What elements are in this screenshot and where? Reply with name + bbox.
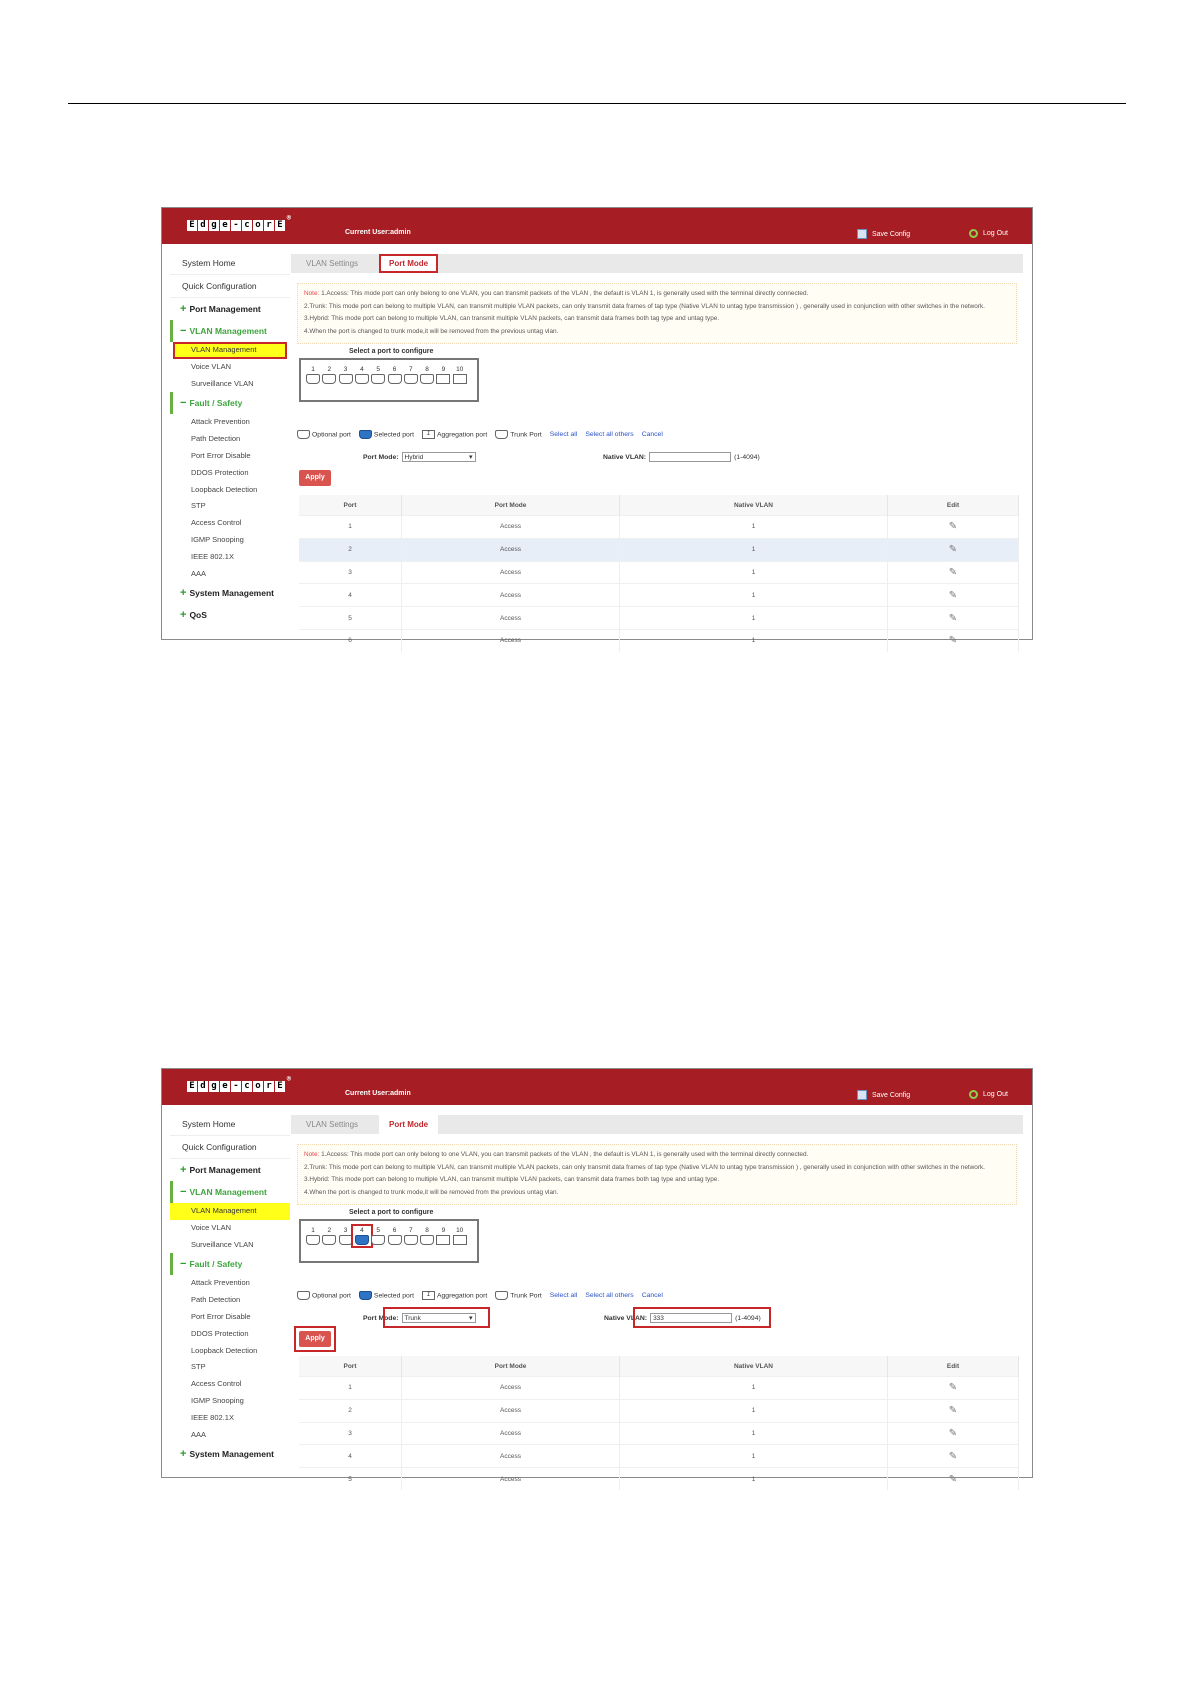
logout-button[interactable]: Log Out xyxy=(969,229,1008,238)
sidebar-fault-item[interactable]: STP xyxy=(191,1362,206,1372)
sidebar-fault-item[interactable]: STP xyxy=(191,501,206,511)
cell-vlan: 1 xyxy=(620,538,888,561)
apply-button[interactable]: Apply xyxy=(299,1331,331,1347)
sidebar-fault-item[interactable]: AAA xyxy=(191,1429,207,1439)
port-1[interactable] xyxy=(305,366,321,384)
edit-icon[interactable]: ✎ xyxy=(948,544,958,556)
tab-bar xyxy=(291,1115,1023,1134)
port-5[interactable] xyxy=(370,1227,386,1245)
native-vlan-input[interactable] xyxy=(649,452,731,462)
highlight-apply xyxy=(294,1326,336,1352)
port-number: 5 xyxy=(376,1226,380,1234)
port-legend: Optional port Selected port 1 Aggregation port Trunk Port Select all Select all others Cancel xyxy=(297,1291,663,1300)
col-native-vlan: Native VLAN xyxy=(620,1356,888,1377)
port-jack-icon xyxy=(420,374,434,384)
fault-list xyxy=(170,1275,290,1443)
sidebar-fault-item[interactable]: Path Detection xyxy=(191,434,241,444)
sidebar-fault-item[interactable]: Access Control xyxy=(191,518,242,528)
sidebar-fault-item[interactable]: IGMP Snooping xyxy=(191,534,244,544)
cell-mode: Access xyxy=(402,1377,620,1400)
cell-edit xyxy=(888,516,1019,539)
sidebar-item-vlan-management[interactable]: VLAN Management xyxy=(173,342,287,359)
logo-letter: r xyxy=(264,220,274,231)
sidebar xyxy=(170,1113,290,1465)
edit-icon[interactable]: ✎ xyxy=(948,589,958,601)
select-all-link[interactable]: Select all xyxy=(549,1292,578,1299)
port-3[interactable] xyxy=(338,366,354,384)
sidebar-quick-config[interactable]: Quick Configuration xyxy=(170,1136,290,1159)
port-jack-icon xyxy=(436,1235,450,1245)
logo-letter: g xyxy=(209,220,219,231)
sidebar-fault-item[interactable]: Attack Prevention xyxy=(191,1278,250,1288)
table-row xyxy=(299,629,1019,651)
minus-icon: − xyxy=(180,1258,187,1271)
port-1[interactable] xyxy=(305,1227,321,1245)
col-port: Port xyxy=(299,495,402,516)
edit-icon[interactable]: ✎ xyxy=(948,612,958,624)
col-edit: Edit xyxy=(888,495,1019,516)
logo-letter: e xyxy=(220,1081,230,1092)
table-row xyxy=(299,1377,1019,1400)
table-row xyxy=(299,1399,1019,1422)
port-jack-icon xyxy=(388,374,402,384)
edgecore-logo xyxy=(187,214,291,231)
highlight-port-mode xyxy=(383,1307,490,1328)
minus-icon: − xyxy=(180,325,187,337)
sidebar-fault-item[interactable]: Loopback Detection xyxy=(191,1345,258,1355)
table-row xyxy=(299,561,1019,584)
cancel-link[interactable]: Cancel xyxy=(641,1292,663,1299)
port-7[interactable] xyxy=(403,366,419,384)
port-legend: Optional port Selected port 1 Aggregation port Trunk Port Select all Select all others Cancel xyxy=(297,430,663,439)
save-icon xyxy=(857,1090,867,1100)
cell-mode: Access xyxy=(402,538,620,561)
plus-icon: + xyxy=(180,1448,187,1461)
cell-port: 3 xyxy=(299,1422,402,1445)
port-number: 7 xyxy=(408,365,413,373)
cell-mode: Access xyxy=(402,607,620,630)
cell-mode: Access xyxy=(402,1445,620,1468)
logo-letter: d xyxy=(198,220,208,231)
logo-letter: e xyxy=(220,220,230,231)
cell-mode: Access xyxy=(402,1399,620,1422)
logo-letter: E xyxy=(275,220,285,231)
fault-list xyxy=(170,414,290,582)
sidebar-system-management[interactable]: + System Management xyxy=(180,587,274,600)
current-user: Current User:admin xyxy=(345,229,411,236)
col-edit: Edit xyxy=(888,1356,1019,1377)
cell-mode: Access xyxy=(402,1422,620,1445)
port-number: 10 xyxy=(456,1226,464,1234)
sidebar-fault-item[interactable]: Attack Prevention xyxy=(191,417,250,427)
port-5[interactable] xyxy=(370,366,386,384)
sidebar-qos[interactable]: + QoS xyxy=(180,609,207,622)
tab-port-mode[interactable]: Port Mode xyxy=(379,1115,438,1134)
port-jack-icon xyxy=(436,374,450,384)
cell-vlan: 1 xyxy=(620,516,888,539)
logo-letter: E xyxy=(187,1081,197,1092)
power-icon xyxy=(969,229,978,238)
table-row xyxy=(299,1445,1019,1468)
port-6[interactable] xyxy=(387,366,403,384)
port-2[interactable] xyxy=(321,1227,337,1245)
cell-port: 4 xyxy=(299,1445,402,1468)
logo-letter: r xyxy=(264,1081,274,1092)
sidebar-system-home[interactable]: System Home xyxy=(170,252,290,275)
edit-icon[interactable]: ✎ xyxy=(948,635,958,647)
port-7[interactable] xyxy=(403,1227,419,1245)
port-mode-select[interactable]: Trunk ▾ xyxy=(402,1313,476,1323)
table-row xyxy=(299,516,1019,539)
col-port: Port xyxy=(299,1356,402,1377)
cell-edit xyxy=(888,1468,1019,1490)
cell-edit xyxy=(888,1399,1019,1422)
port-jack-icon xyxy=(371,1235,385,1245)
port-number: 2 xyxy=(327,365,332,373)
select-port-title: Select a port to configure xyxy=(349,347,434,355)
cancel-link[interactable]: Cancel xyxy=(641,431,663,438)
cell-port: 5 xyxy=(299,1468,402,1490)
port-jack-icon xyxy=(339,374,353,384)
logo-letter: o xyxy=(253,220,263,231)
port-number: 8 xyxy=(425,1226,429,1234)
cell-edit xyxy=(888,584,1019,607)
port-9[interactable] xyxy=(435,366,451,384)
tab-bar xyxy=(291,254,1023,273)
port-3[interactable] xyxy=(338,1227,354,1245)
logo-letter: o xyxy=(253,1081,263,1092)
cell-port: 6 xyxy=(299,629,402,651)
cell-mode: Access xyxy=(402,1468,620,1490)
trunk-port-icon xyxy=(495,1291,508,1300)
sidebar-fault-item[interactable]: AAA xyxy=(191,568,207,578)
plus-icon: + xyxy=(180,1164,187,1176)
main-panel xyxy=(291,1115,1023,1485)
port-6[interactable] xyxy=(387,1227,403,1245)
port-number: 6 xyxy=(392,1226,397,1234)
sidebar-system-management[interactable]: + System Management xyxy=(180,1448,274,1461)
cell-edit xyxy=(888,561,1019,584)
port-jack-icon xyxy=(404,1235,418,1245)
cell-port: 4 xyxy=(299,584,402,607)
port-jack-icon xyxy=(306,374,320,384)
top-bar xyxy=(162,1069,1032,1105)
logo-letter: c xyxy=(242,220,252,231)
port-panel xyxy=(299,358,479,402)
port-jack-icon xyxy=(322,1235,336,1245)
edit-icon[interactable]: ✎ xyxy=(948,1382,958,1394)
cell-mode: Access xyxy=(402,516,620,539)
port-panel xyxy=(299,1219,479,1263)
edit-icon[interactable]: ✎ xyxy=(948,1427,958,1439)
port-10[interactable] xyxy=(452,1227,468,1245)
sidebar-item-vlan-management[interactable]: VLAN Management xyxy=(170,1203,290,1220)
selected-port-icon xyxy=(359,1291,372,1300)
minus-icon: − xyxy=(180,397,187,410)
registered-mark: ® xyxy=(286,214,291,222)
port-number: 5 xyxy=(376,365,380,373)
tab-vlan-settings[interactable]: VLAN Settings xyxy=(306,259,359,268)
sidebar-fault-item[interactable]: DDOS Protection xyxy=(191,467,249,477)
optional-port-icon xyxy=(297,430,310,439)
selected-port-icon xyxy=(359,430,372,439)
sidebar-fault-item[interactable]: DDOS Protection xyxy=(191,1328,249,1338)
port-jack-icon xyxy=(453,1235,467,1245)
port-jack-icon xyxy=(306,1235,320,1245)
cell-vlan: 1 xyxy=(620,607,888,630)
port-number: 1 xyxy=(311,1226,315,1234)
col-native-vlan: Native VLAN xyxy=(620,495,888,516)
logo-letter: d xyxy=(198,1081,208,1092)
sidebar-fault-safety[interactable]: − Fault / Safety xyxy=(170,392,290,414)
logo-letter: - xyxy=(231,220,241,231)
cell-port: 5 xyxy=(299,607,402,630)
cell-edit xyxy=(888,629,1019,651)
port-number: 8 xyxy=(425,365,429,373)
cell-edit xyxy=(888,1377,1019,1400)
cell-mode: Access xyxy=(402,584,620,607)
main-panel xyxy=(291,254,1023,647)
top-bar xyxy=(162,208,1032,244)
note-box: Note: 1.Access: This mode port can only belong to one VLAN, you can transmit packets of the VLAN , the default is VLAN 1, is generally used with the terminal directly connected. 2.Trunk: This mode port can belong to multiple VLAN, can transmit multiple VLAN packets, can only transmit data frames of tap type (Native VLAN to untag type transmission ) , generally used in conjunction with other switches in the network. 3.Hybrid: This mode port can belong to multiple VLAN, can transmit multiple VLAN packets, can transmit data frames both tag type and untag type. 4.When the port is changed to trunk mode,it will be removed from the previous untag vlan. xyxy=(297,283,1017,344)
port-number: 2 xyxy=(327,1226,332,1234)
col-port-mode: Port Mode xyxy=(402,1356,620,1377)
save-icon xyxy=(857,229,867,239)
cell-vlan: 1 xyxy=(620,561,888,584)
port-4[interactable] xyxy=(354,366,370,384)
port-jack-icon xyxy=(355,374,369,384)
sidebar-vlan-management[interactable]: − VLAN Management xyxy=(170,1181,290,1203)
edit-icon[interactable]: ✎ xyxy=(948,566,958,578)
cell-vlan: 1 xyxy=(620,584,888,607)
port-number: 3 xyxy=(343,365,348,373)
cell-vlan: 1 xyxy=(620,1377,888,1400)
port-jack-icon xyxy=(420,1235,434,1245)
select-port-title: Select a port to configure xyxy=(349,1208,434,1216)
tab-vlan-settings[interactable]: VLAN Settings xyxy=(306,1120,359,1129)
port-number: 4 xyxy=(360,1226,364,1234)
edit-icon[interactable]: ✎ xyxy=(948,1473,958,1485)
port-mode-row: Port Mode: Hybrid ▾ xyxy=(363,452,476,462)
page-header-rule xyxy=(68,103,1126,104)
col-port-mode: Port Mode xyxy=(402,495,620,516)
port-jack-icon xyxy=(453,374,467,384)
logo-letter: c xyxy=(242,1081,252,1092)
table-row xyxy=(299,607,1019,630)
cell-port: 2 xyxy=(299,538,402,561)
table-row xyxy=(299,584,1019,607)
port-table xyxy=(299,1356,1019,1490)
port-jack-icon xyxy=(355,1235,369,1245)
cell-edit xyxy=(888,538,1019,561)
native-vlan-row: Native VLAN: (1-4094) xyxy=(603,453,760,461)
port-9[interactable] xyxy=(435,1227,451,1245)
cell-port: 3 xyxy=(299,561,402,584)
port-jack-icon xyxy=(322,374,336,384)
port-number: 9 xyxy=(441,1226,446,1234)
plus-icon: + xyxy=(180,609,187,622)
sidebar-item-voice-vlan[interactable]: Voice VLAN xyxy=(191,1222,232,1232)
sidebar-quick-config[interactable]: Quick Configuration xyxy=(170,275,290,298)
plus-icon: + xyxy=(180,587,187,600)
port-10[interactable] xyxy=(452,366,468,384)
port-jack-icon xyxy=(404,374,418,384)
table-row xyxy=(299,538,1019,561)
port-jack-icon xyxy=(339,1235,353,1245)
port-4[interactable] xyxy=(354,1227,370,1245)
cell-edit xyxy=(888,607,1019,630)
sidebar-item-voice-vlan[interactable]: Voice VLAN xyxy=(191,361,232,371)
port-number: 3 xyxy=(343,1226,348,1234)
sidebar-fault-item[interactable]: Port Error Disable xyxy=(191,450,251,460)
port-table xyxy=(299,495,1019,652)
port-8[interactable] xyxy=(419,366,435,384)
port-jack-icon xyxy=(388,1235,402,1245)
sidebar-fault-item[interactable]: IEEE 802.1X xyxy=(191,551,234,561)
save-config-button[interactable]: Save Config xyxy=(857,1090,910,1100)
sidebar-fault-item[interactable]: Access Control xyxy=(191,1379,242,1389)
screenshot-port-mode-trunk xyxy=(161,1068,1033,1485)
apply-button[interactable]: Apply xyxy=(299,470,331,486)
cell-mode: Access xyxy=(402,561,620,584)
logo-letter: E xyxy=(187,220,197,231)
sidebar-fault-item[interactable]: IGMP Snooping xyxy=(191,1395,244,1405)
note-box: Note: 1.Access: This mode port can only belong to one VLAN, you can transmit packets of the VLAN , the default is VLAN 1, is generally used with the terminal directly connected. 2.Trunk: This mode port can belong to multiple VLAN, can transmit multiple VLAN packets, can only transmit data frames of tap type (Native VLAN to untag type transmission ) , generally used in conjunction with other switches in the network. 3.Hybrid: This mode port can belong to multiple VLAN, can transmit multiple VLAN packets, can transmit data frames both tag type and untag type. 4.When the port is changed to trunk mode,it will be removed from the previous untag vlan. xyxy=(297,1144,1017,1205)
logo-letter: g xyxy=(209,1081,219,1092)
port-number: 1 xyxy=(311,365,315,373)
edit-icon[interactable]: ✎ xyxy=(948,1450,958,1462)
port-number: 7 xyxy=(408,1226,413,1234)
cell-port: 1 xyxy=(299,1377,402,1400)
sidebar-port-management[interactable]: + Port Management xyxy=(180,303,261,315)
optional-port-icon xyxy=(297,1291,310,1300)
cell-edit xyxy=(888,1445,1019,1468)
sidebar-vlan-management[interactable]: − VLAN Management xyxy=(170,320,290,342)
aggregation-port-icon: 1 xyxy=(422,430,435,439)
port-number: 6 xyxy=(392,365,397,373)
registered-mark: ® xyxy=(286,1075,291,1083)
tab-port-mode[interactable]: Port Mode xyxy=(379,254,438,273)
cell-vlan: 1 xyxy=(620,1399,888,1422)
cell-vlan: 1 xyxy=(620,1422,888,1445)
sidebar-fault-safety[interactable]: − Fault / Safety xyxy=(170,1253,290,1275)
minus-icon: − xyxy=(180,1186,187,1198)
cell-edit xyxy=(888,1422,1019,1445)
logo-letter: E xyxy=(275,1081,285,1092)
port-mode-row: Port Mode: Trunk ▾ xyxy=(363,1313,476,1323)
sidebar-fault-item[interactable]: Port Error Disable xyxy=(191,1311,251,1321)
sidebar-system-home[interactable]: System Home xyxy=(170,1113,290,1136)
edit-icon[interactable]: ✎ xyxy=(948,521,958,533)
select-all-others-link[interactable]: Select all others xyxy=(585,1292,634,1299)
cell-vlan: 1 xyxy=(620,1468,888,1490)
sidebar-item-surveillance-vlan[interactable]: Surveillance VLAN xyxy=(191,1239,254,1249)
sidebar xyxy=(170,252,290,626)
table-row xyxy=(299,1422,1019,1445)
port-mode-select[interactable]: Hybrid ▾ xyxy=(402,452,476,462)
native-vlan-row: Native VLAN: 333 (1-4094) xyxy=(604,1314,761,1322)
table-row xyxy=(299,1468,1019,1490)
logo-letter: - xyxy=(231,1081,241,1092)
port-number: 4 xyxy=(360,365,364,373)
cell-mode: Access xyxy=(402,629,620,651)
save-config-button[interactable]: Save Config xyxy=(857,229,910,239)
select-all-others-link[interactable]: Select all others xyxy=(585,431,634,438)
cell-vlan: 1 xyxy=(620,629,888,651)
trunk-port-icon xyxy=(495,430,508,439)
cell-port: 1 xyxy=(299,516,402,539)
sidebar-fault-item[interactable]: Loopback Detection xyxy=(191,484,258,494)
cell-vlan: 1 xyxy=(620,1445,888,1468)
port-number: 10 xyxy=(456,365,464,373)
sidebar-fault-item[interactable]: Path Detection xyxy=(191,1295,241,1305)
aggregation-port-icon: 1 xyxy=(422,1291,435,1300)
native-vlan-input[interactable]: 333 xyxy=(650,1313,732,1323)
power-icon xyxy=(969,1090,978,1099)
sidebar-fault-item[interactable]: IEEE 802.1X xyxy=(191,1412,234,1422)
select-all-link[interactable]: Select all xyxy=(549,431,578,438)
logout-button[interactable]: Log Out xyxy=(969,1090,1008,1099)
current-user: Current User:admin xyxy=(345,1090,411,1097)
sidebar-item-surveillance-vlan[interactable]: Surveillance VLAN xyxy=(191,378,254,388)
highlight-native-vlan xyxy=(633,1307,771,1328)
sidebar-port-management[interactable]: + Port Management xyxy=(180,1164,261,1176)
screenshot-port-mode-hybrid xyxy=(161,207,1033,647)
edit-icon[interactable]: ✎ xyxy=(948,1405,958,1417)
edgecore-logo xyxy=(187,1075,291,1092)
cell-port: 2 xyxy=(299,1399,402,1422)
plus-icon: + xyxy=(180,303,187,315)
port-jack-icon xyxy=(371,374,385,384)
port-number: 9 xyxy=(441,365,446,373)
port-2[interactable] xyxy=(321,366,337,384)
port-8[interactable] xyxy=(419,1227,435,1245)
